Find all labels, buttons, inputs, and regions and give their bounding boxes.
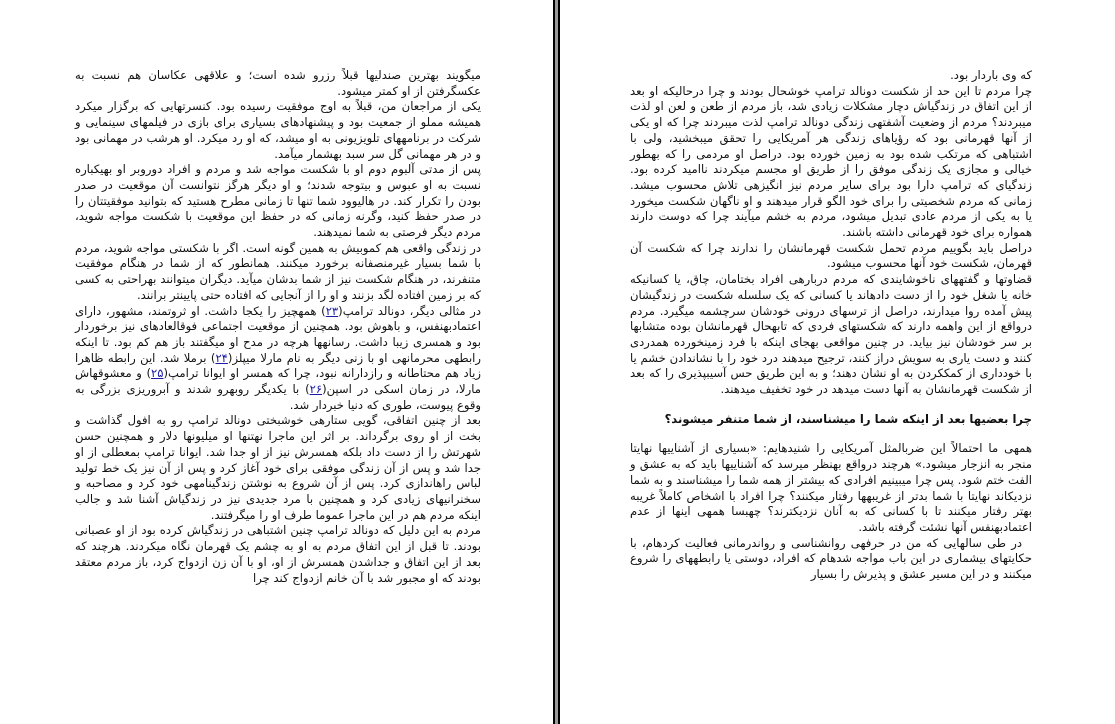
footnote-link-23[interactable]: ۲۳: [325, 303, 339, 318]
footnote-link-24[interactable]: ۲۴: [215, 350, 228, 365]
right-page-text: [630, 68, 1032, 583]
text-span: ) برملا شد. این رابطه ظاهرا زیاد هم محتاطانه و رازدارانه نبود، چرا که همسر او ایوانا ترامپ(: [75, 350, 481, 381]
paragraph: میگویند بهترین صندلیها قبلاً رزرو شده است؛ و علاقهی عکاسان هم نسبت به عکسگرفتن از او کمتر میشود.: [75, 68, 481, 98]
paragraph: که وی باردار بود.: [950, 68, 1032, 82]
paragraph: در طی سالهایی که من در حرفهی روانشناسی و رواندرمانی فعالیت کردهام، با حکایتهای بیشماری در این باب مواجه شدهام که افراد، دوستی یا رابطههای را شروع میکنند و در این مسیر عشق و پذیرش را بسیار: [630, 535, 1032, 582]
paragraph: در زندگی واقعی هم کموبیش به همین گونه است. اگر با شکستی مواجه شوید، مردم با شما بسیار غیرمنصفانه برخورد میکنند. همانطور که از شما در هنگام موفقیت متنفرند، در هنگام شکست نیز از شما بدشان میآید. دیگران میتوانند بهراحتی به کسی که بر زمین افتاده لگد بزنند و او را از آنجایی که افتاده حتی پایینتر برانند.: [75, 240, 481, 302]
text-span: در مثالی دیگر، دونالد ترامپ(: [338, 303, 481, 318]
section-heading: چرا بعضیها بعد از اینکه شما را میشناسند، از شما متنفر میشوند؟: [664, 411, 1032, 426]
text-span: ) و معشوقهاش مارلا، در زمان اسکی در اسپن(: [75, 366, 481, 397]
paragraph: مردم به این دلیل که دونالد ترامپ چنین اشتباهی در زندگیاش کرده بود از او عصبانی بودند. تا قبل از این اتفاق مردم به او به چشم یک قهرمان نگاه میکردند. هرچند که بعد از این اتفاق و جداشدن همسرش از او، او با آن زن ازدواج کرد، باز مردم معتقد بودند که او مجبور شد با آن خانم ازدواج کند چرا: [75, 523, 481, 585]
footnote-link-25[interactable]: ۲۵: [151, 366, 164, 381]
left-page-text: [75, 68, 481, 586]
paragraph: بعد از چنین اتفاقی، گویی ستارهی خوشبختی دونالد ترامپ رو به افول گذاشت و بخت از او روی برگرداند. بر اثر این ماجرا نهتنها او میلیونها دلار و همچنین حسن شهرتش را از دست داد بلکه همسرش نیز از او جدا شد. ایوانا ترامپ بمعطلی از او جدا شد و پس از آن زندگی موفقی برای خود آغاز کرد و پس از آن نیز یک خط تولید لباس راهاندازی کرد. پس از آن شروع به نوشتن زندگینامهی خود کرد و مصاحبه و سخنرانیهای زیادی کرد و همچنین با مرد جدیدی نیز در زندگیاش آشنا شد و جالب اینکه مردم هم در این ماجرا عموما طرف او را میگرفتند.: [75, 413, 481, 522]
paragraph: قضاوتها و گفتههای ناخوشایندی که مردم دربارهی افراد بختامان، چاق، یا کسانیکه خانه یا شغل خود را از دست دادهاند یا کسانی که یک سلسله شکست در زندگیشان پیش آمده روا میدارند، دراصل از ترسهای درونی خودشان سرچشمه میگیرد. مردم درواقع از این واهمه دارند که شکستهای فردی که تابهحال قهرمانشان بوده متشابها بر سر خودشان نیز بیاید. در چنین مواقعی بهجای اینکه با فرد زمینخورده همدردی کنند و دست یاری به سویش دراز کنند، ترجیح میدهند درد خود را با نشاندادن خشم یا با خودداری از کمککردن به او نشان دهند؛ و به این طریق حس آسیبپذیری را که بعد از شکست قهرمانشان به آنها دست میدهد در خود تخفیف میدهند.: [630, 272, 1032, 397]
paragraph: یکی از مراجعان من، قبلاً به اوج موفقیت رسیده بود. کنسرتهایی که برگزار میکرد همیشه مملو از جمعیت بود و پیشنهادهای بسیاری برای بازی در فیلمهای سینمایی و شرکت در برنامههای تلویزیونی به او میشد، که او رد میکرد. او هرشب در مهمانی بود و در هر مهمانی گل سر سبد بهشمار میآمد.: [75, 99, 481, 161]
paragraph: چرا مردم تا این حد از شکست دونالد ترامپ خوشحال بودند و چرا درحالیکه او بعد از این اتفاق در زندگیاش دچار مشکلات زیادی شد، باز مردم از طعن و لعن او لذت میبردند؟ مردم از وضعیت آشفتهی زندگی دونالد ترامپ لذت میبردند چرا که او یکی از آنها قهرمانی بود که رؤیاهای زندگی هر آمریکایی را تحقق میبخشید، ولی با اشتباهی که مرتکب شده بود به زمین خورده بود. دراصل او مردمی را که بهطور خیالی و مجازی یک زندگی موفق را از طریق او مجسم میکردند ناامید کرده بود. زندگیای که ترامپ دارا بود برای سایر مردم نیز انگیزهی تلاش محسوب میشد. زمانی که مردم شخصیتی را برای خود الگو قرار میدهند و او ناگهان شکست میخورد یا به یکی از مردم عادی تبدیل میشود، مردم به خشم میآیند چرا که دوست دارند همواره برای خود قهرمانی داشته باشند.: [630, 83, 1032, 240]
text-span: ) همهچیز را یکجا داشت. او ثروتمند، مشهور، دارای اعتمادبهنفس، و باهوش بود. همچنین از موقعیت اجتماعی فوقالعادهای نیز برخوردار بود و همسری زیبا داشت. رسانهها هرچه در مدح او میگفتند باز هم کم بود. تا اینکه رابطهی محرمانهی او با زنی دیگر به نام مارلا میپلز(: [75, 303, 481, 365]
paragraph-trump: [75, 304, 481, 414]
paragraph: دراصل باید بگوییم مردم تحمل شکست قهرمانشان را ندارند چرا که شکست آن قهرمان، شکست خود آنها محسوب میشود.: [630, 240, 1032, 271]
paragraph: همهی ما احتمالاً این ضربالمثل آمریکایی را شنیدهایم: «بسیاری از آشناییها نهایتا منجر به انزجار میشود.» هرچند درواقع بهنظر میرسد که آشناییها باید که به عشق و الفت ختم شود. پس چرا میبینیم افرادی که بیشتر از همه شما را میشناسند و به شما نزدیکاند نهایتا با شما بدتر از غریبهها رفتار میکنند؟ چرا افراد با اشخاص کاملاً غریبه بهتر رفتار میکنند تا با کسانی که به آنان نزدیکترند؟ چهبسا همهی اینها از عدم اعتمادبهنفس آنها نشئت گرفته باشد.: [630, 441, 1032, 534]
text-span: ) با یکدیگر روبهرو شدند و آبروریزی بزرگی به وقوع پیوست، طوری که دنیا خبردار شد.: [75, 382, 481, 412]
paragraph: پس از مدتی آلبوم دوم او با شکست مواجه شد و مردم و افراد دوروبر او بهیکباره نسبت به او عبوس و بیتوجه شدند؛ و او دیگر هرگز نتوانست آن موقعیت در صدر بودن را تکرار کند. در هالیوود شما تنها تا زمانی مطرح هستید که بتوانید موفقیتتان را در صدر حفظ کنید، وگرنه زمانی که در حفظ این موقعیت با شکست مواجه شوید، مردم دیگر فرصتی به شما نمیدهند.: [75, 162, 481, 240]
right-page: [558, 0, 1115, 724]
footnote-link-26[interactable]: ۲۶: [309, 382, 323, 397]
left-page: [0, 0, 555, 724]
